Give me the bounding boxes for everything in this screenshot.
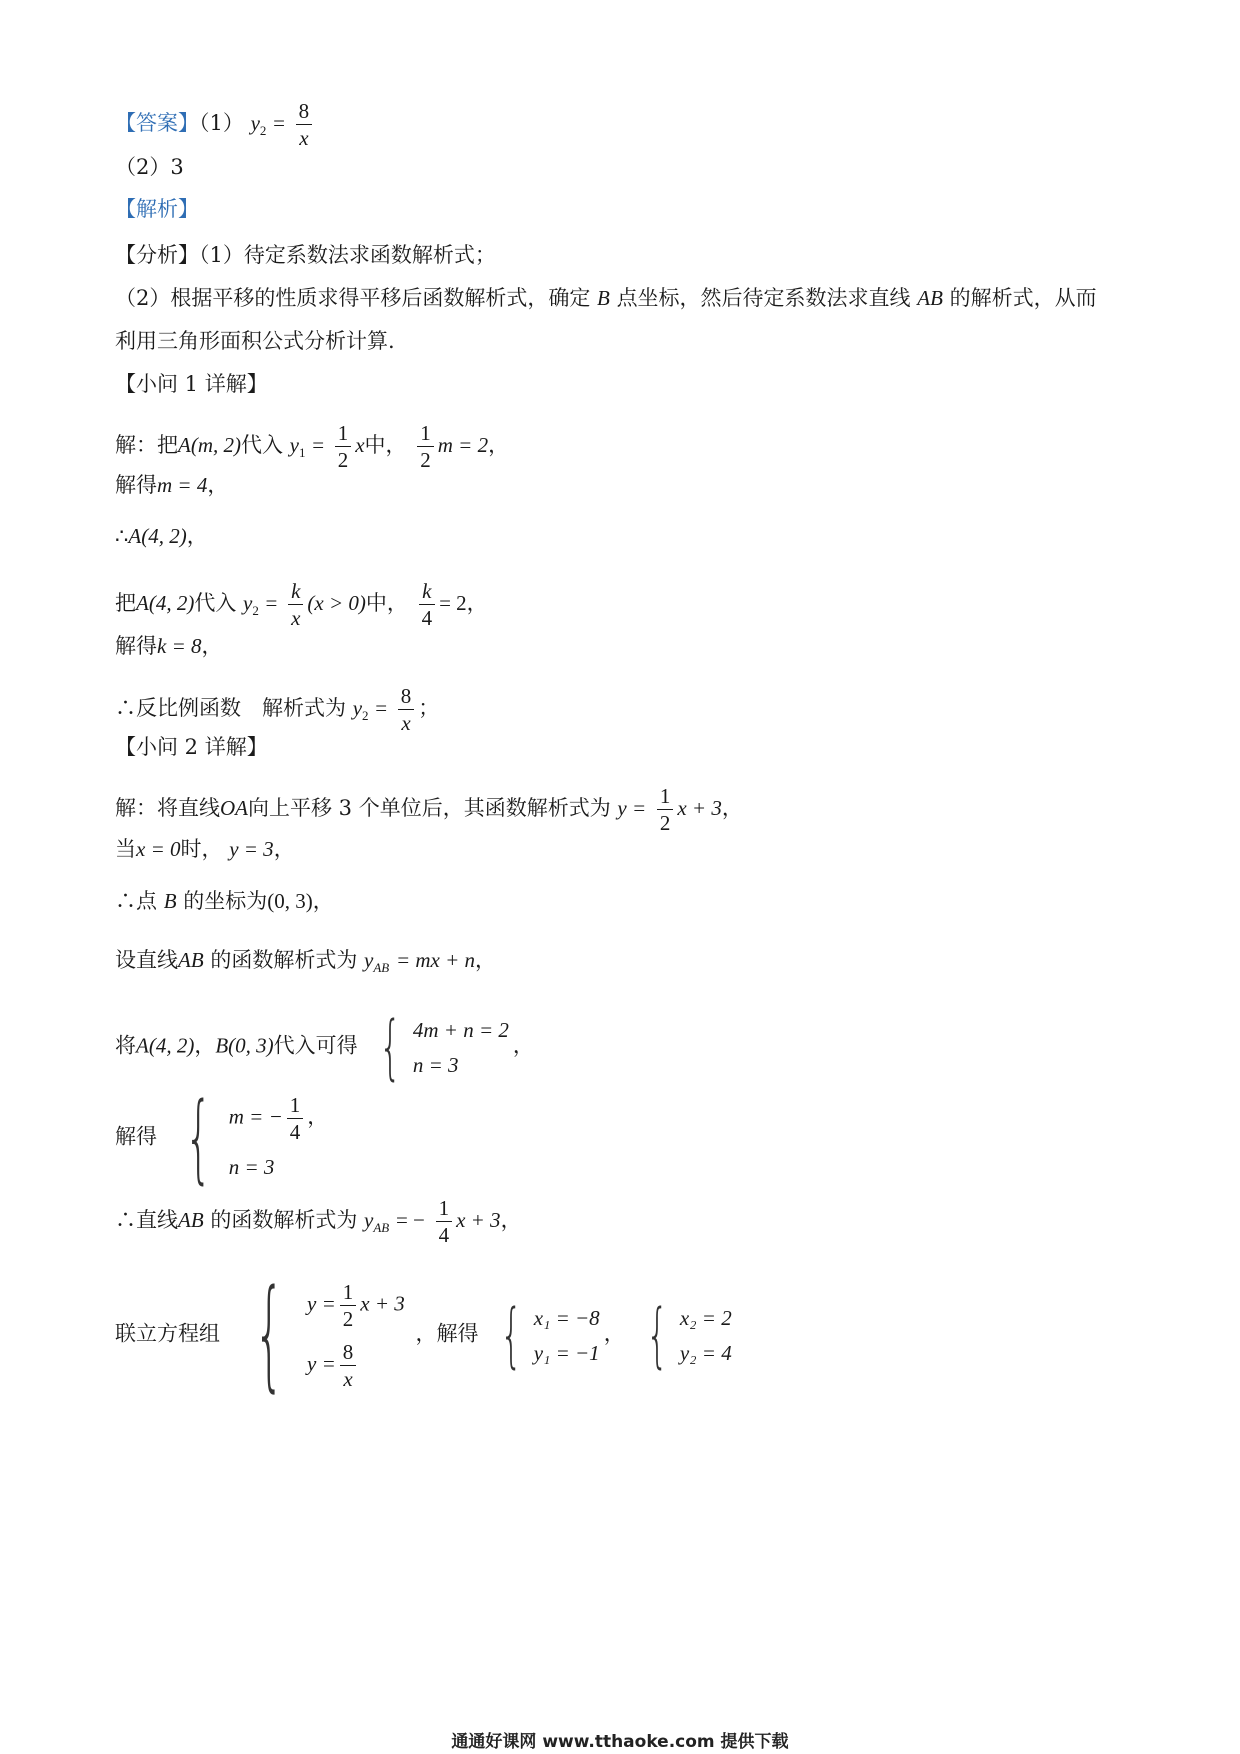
equation-system: { 4m + n = 2 n = 3 — [379, 1006, 509, 1088]
analysis-tag: 【解析】 — [115, 197, 199, 221]
q2-line-1: 解：将直线OA向上平移 3 个单位后，其函数解析式为 y = $\frac{1}{2}$ x + 3， — [115, 784, 743, 835]
footer-watermark: 通通好课网 www.tthaoke.com 提供下载 — [451, 1732, 789, 1752]
q1-line-4: 把A(4, 2)代入 $y_2$ = $\frac{k}{x}$ (x > 0)中， $\frac{k}{4}$ = 2， — [115, 579, 488, 630]
q2-line-6: 解得 { m = − $\frac{1}{4}$ ， n = 3 — [115, 1082, 329, 1194]
left-brace: { — [500, 1294, 523, 1376]
fenxi-line-1: 【分析】（1）待定系数法求函数解析式； — [115, 243, 496, 267]
fraction: $\frac{8}{x}$ — [398, 683, 415, 736]
left-brace: { — [379, 1006, 402, 1088]
answer-y: y — [250, 111, 260, 135]
equation-system: { x₁ = −8 y₁ = −1 — [500, 1294, 600, 1376]
fraction: $\frac{1}{4}$ — [287, 1092, 304, 1145]
q2-heading: 【小问 2 详解】 — [115, 735, 268, 759]
left-brace: { — [184, 1082, 212, 1194]
answer-tag: 【答案】 — [115, 111, 199, 135]
fraction: $\frac{8}{x}$ — [340, 1339, 357, 1392]
fraction: $\frac{1}{2}$ — [657, 783, 674, 836]
fraction: $\frac{k}{4}$ — [419, 578, 436, 631]
q2-line-7: ∴直线AB 的函数解析式为 $y_{AB}$ = − $\frac{1}{4}$ x + 3， — [115, 1196, 522, 1247]
fraction: $\frac{k}{x}$ — [288, 578, 303, 631]
equation-system: { m = − $\frac{1}{4}$ ， n = 3 — [184, 1082, 329, 1194]
q1-line-1: 解：把A(m, 2)代入 $y_1$ = $\frac{1}{2}$ x中， $\frac{1}{2}$ m = 2， — [115, 421, 510, 472]
q1-line-2: 解得m = 4， — [115, 473, 229, 497]
q2-line-4: 设直线AB 的函数解析式为 $y_{AB}$ = mx + n， — [115, 948, 497, 976]
answer-part-1-label: （1） — [199, 111, 244, 135]
equation-system: { y = $\frac{1}{2}$ x + 3 y = $\frac{8}{x}$ — [253, 1265, 405, 1404]
q1-heading: 【小问 1 详解】 — [115, 372, 268, 396]
left-brace: { — [253, 1265, 285, 1404]
fraction: $\frac{1}{2}$ — [417, 420, 434, 473]
q1-line-6: ∴反比例函数 解析式为 $y_2$ = $\frac{8}{x}$ ； — [115, 684, 440, 735]
fraction: $\frac{1}{2}$ — [335, 420, 352, 473]
fenxi-tag: 【分析】 — [115, 243, 199, 267]
fenxi-line-3: 利用三角形面积公式分析计算. — [115, 329, 395, 353]
answer-fraction: $\frac{8}{x}$ — [296, 98, 313, 151]
fenxi-line-2: （2）根据平移的性质求得平移后函数解析式，确定 B 点坐标，然后待定系数法求直线 AB 的解析式，从而 — [115, 286, 1097, 310]
fraction: $\frac{1}{2}$ — [340, 1279, 357, 1332]
q2-line-8: 联立方程组 { y = $\frac{1}{2}$ x + 3 y = $\frac{8}{x}$ ，解得 { x₁ = −8 y₁ = −1 ， { x₂ = 2 y₂ = 4 — [115, 1265, 732, 1404]
answer-line-2: （2）3 — [115, 155, 184, 179]
answer-line-1: 【答案】（1） $y_2$ = $\frac{8}{x}$ — [115, 98, 316, 151]
q2-line-3: ∴点 B 的坐标为(0, 3)， — [115, 889, 334, 913]
equation-system: { x₂ = 2 y₂ = 4 — [646, 1294, 732, 1376]
answer-y-sub: 2 — [259, 123, 267, 139]
q2-line-2: 当x = 0时， y = 3， — [115, 837, 295, 861]
fraction: $\frac{1}{4}$ — [436, 1195, 453, 1248]
q1-line-3: ∴A(4, 2)， — [115, 524, 208, 548]
left-brace: { — [646, 1294, 669, 1376]
q1-line-5: 解得k = 8， — [115, 634, 223, 658]
q2-line-5: 将A(4, 2)，B(0, 3)代入可得 { 4m + n = 2 n = 3 ， — [115, 1006, 534, 1088]
